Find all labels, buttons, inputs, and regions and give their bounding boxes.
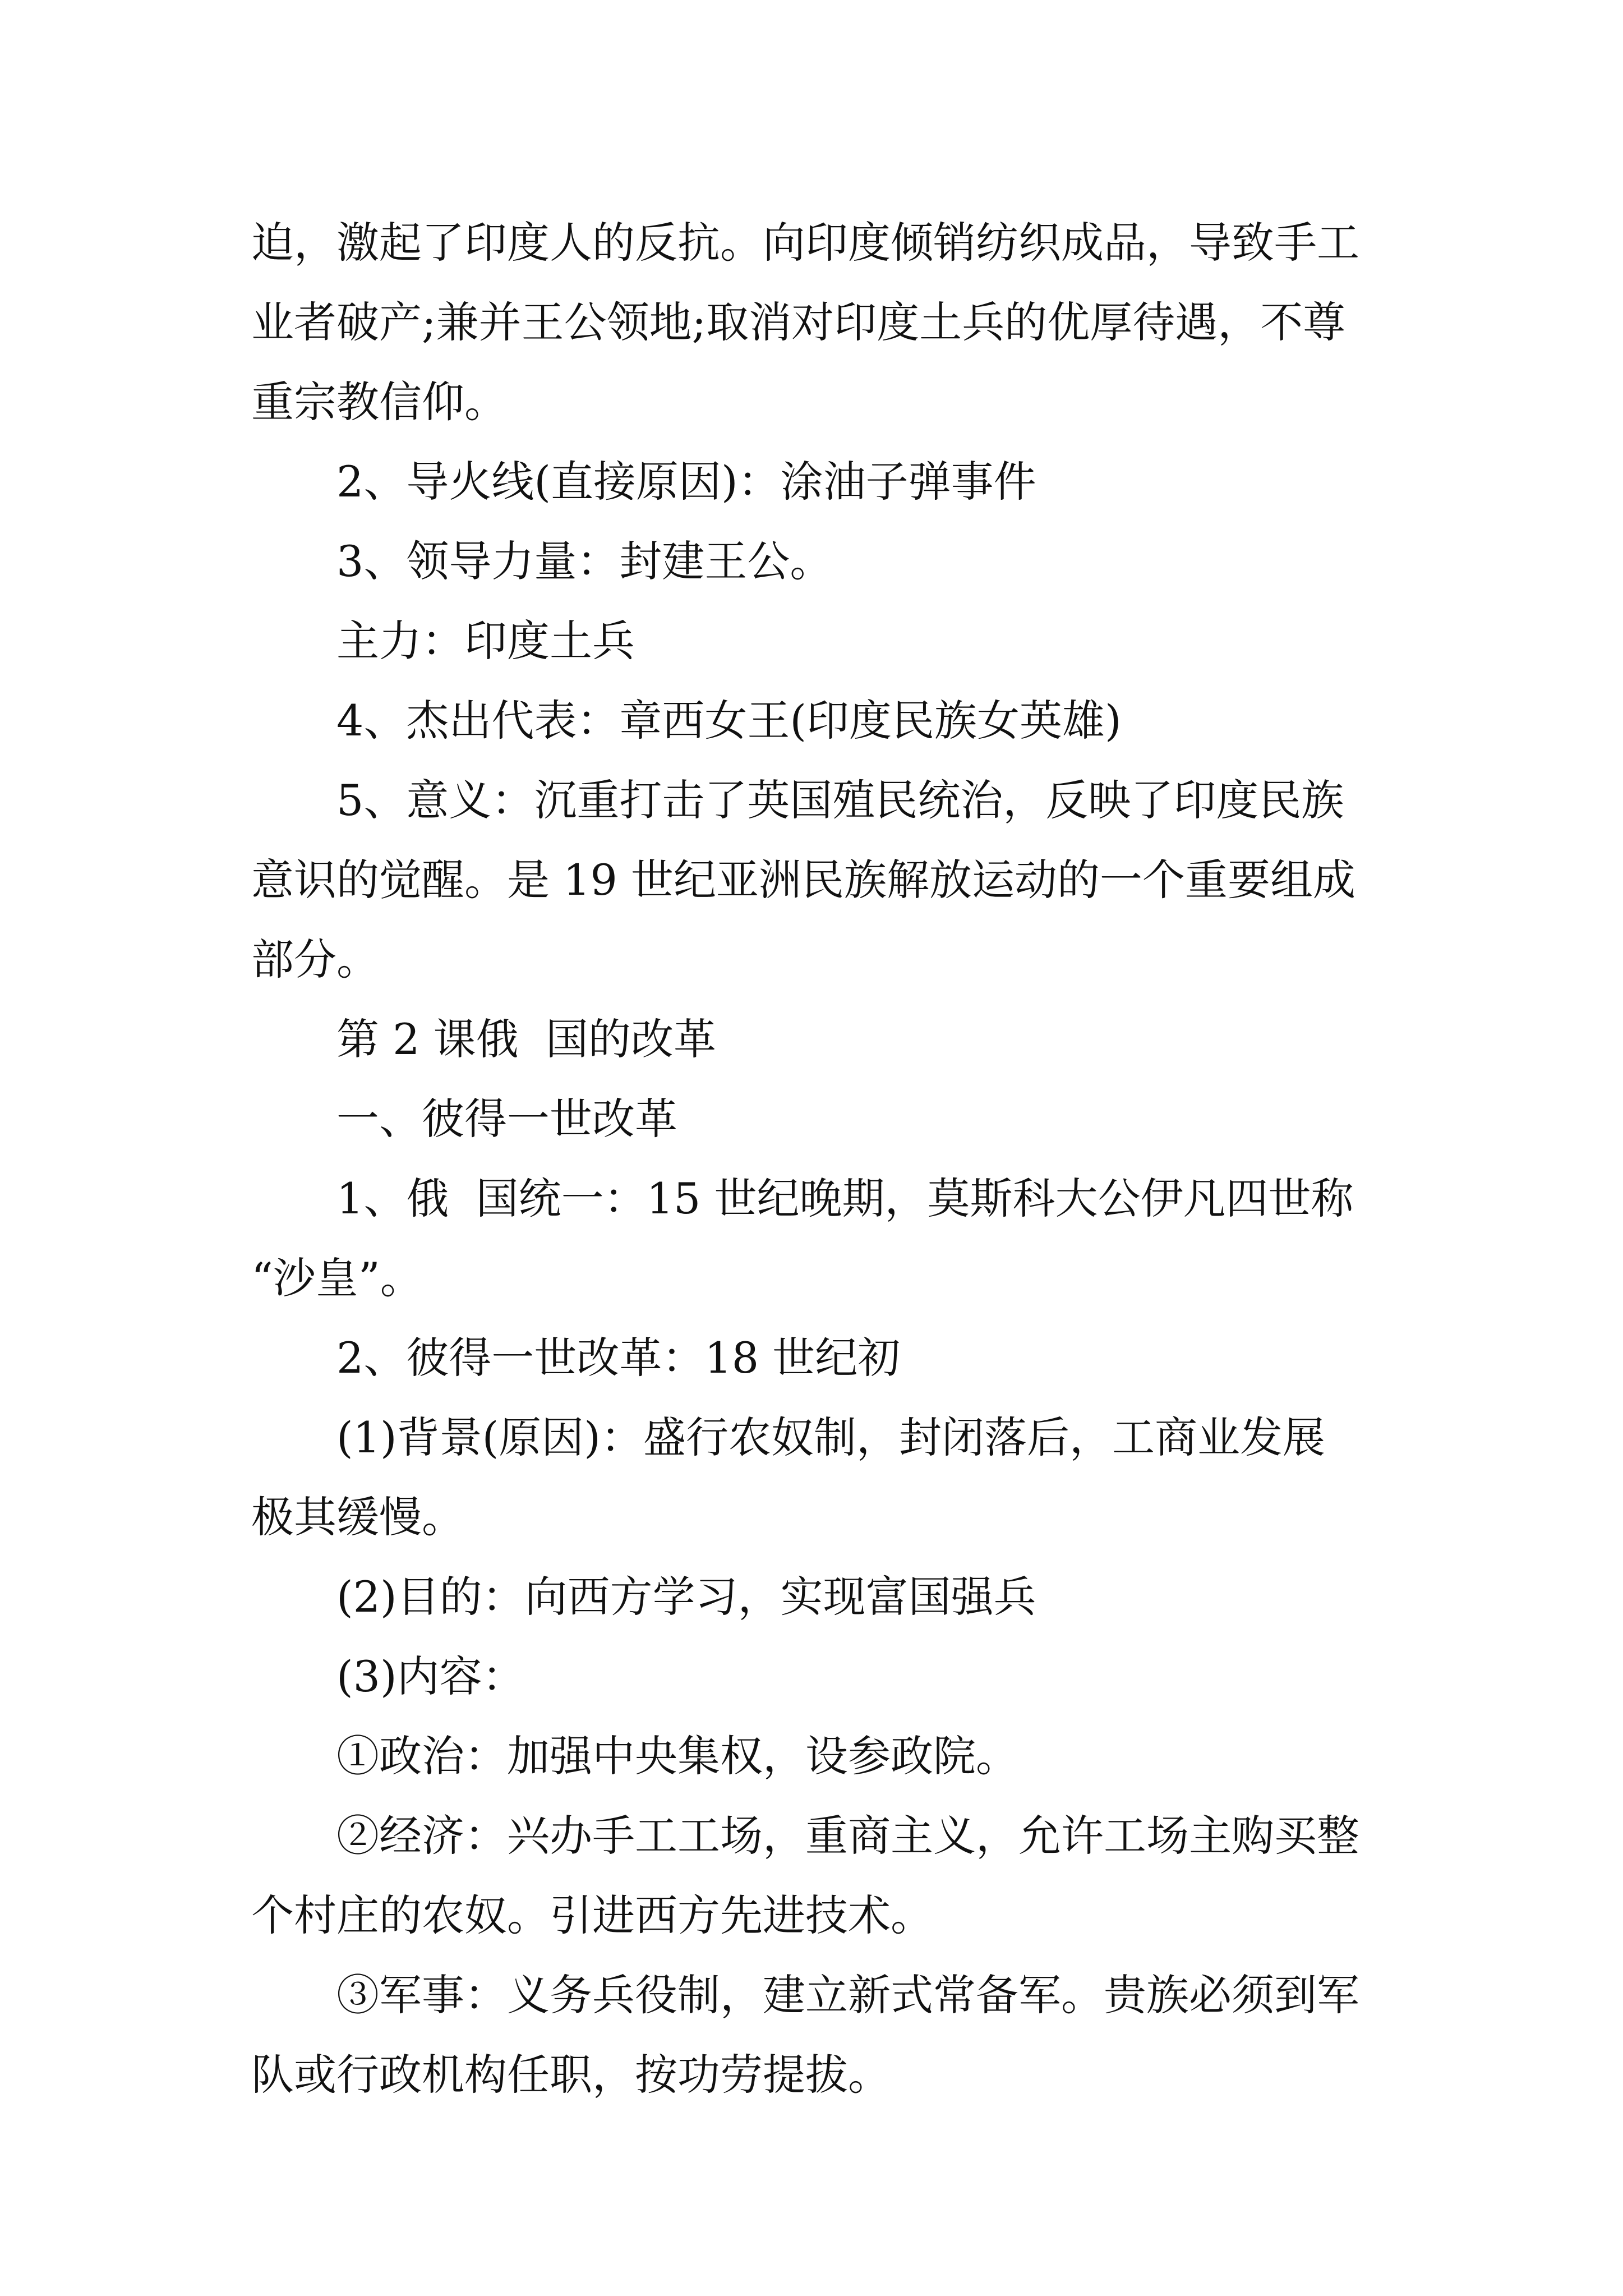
text-line: 业者破产;兼并王公领地;取消对印度土兵的优厚待遇，不尊: [251, 297, 1346, 347]
list-item-leadership: 3、领导力量：封建王公。: [336, 536, 833, 586]
content-item-politics: ①政治：加强中央集权，设参政院。: [336, 1731, 1018, 1781]
section-heading: 一、彼得一世改革: [336, 1094, 677, 1144]
text-line: 个村庄的农奴。引进西方先进技术。: [251, 1890, 933, 1940]
document-body: [251, 203, 1380, 2115]
sub-item-background: (1)背景(原因)：盛行农奴制，封闭落后，工商业发展: [336, 1412, 1325, 1462]
sub-item-content: (3)内容：: [336, 1651, 525, 1701]
text-line: “沙皇”。: [251, 1253, 423, 1303]
text-line: 部分。: [251, 935, 379, 984]
list-item-representative: 4、杰出代表：章西女王(印度民族女英雄): [336, 696, 1122, 746]
text-line: 意识的觉醒。是 19 世纪亚洲民族解放运动的一个重要组成: [251, 855, 1356, 905]
content-item-military: ③军事：义务兵役制，建立新式常备军。贵族必须到军: [336, 1970, 1359, 2020]
text-line: 极其缓慢。: [251, 1492, 464, 1542]
lesson-heading: 第 2 课俄 国的改革: [336, 1014, 716, 1064]
text-line: 重宗教信仰。: [251, 377, 507, 427]
list-item-fuse: 2、导火线(直接原因)：涂油子弹事件: [336, 457, 1036, 507]
text-line: 迫，激起了印度人的反抗。向印度倾销纺织成品，导致手工: [251, 218, 1359, 268]
list-item-reform: 2、彼得一世改革：18 世纪初: [336, 1333, 901, 1383]
text-line: 主力：印度土兵: [336, 616, 635, 666]
content-item-economy: ②经济：兴办手工工场，重商主义，允许工场主购买整: [336, 1811, 1359, 1861]
list-item-significance: 5、意义：沉重打击了英国殖民统治，反映了印度民族: [336, 775, 1344, 825]
list-item-unification: 1、俄 国统一：15 世纪晚期，莫斯科大公伊凡四世称: [336, 1174, 1354, 1223]
text-line: 队或行政机构任职，按功劳提拔。: [251, 2050, 891, 2100]
sub-item-purpose: (2)目的：向西方学习，实现富国强兵: [336, 1572, 1036, 1622]
